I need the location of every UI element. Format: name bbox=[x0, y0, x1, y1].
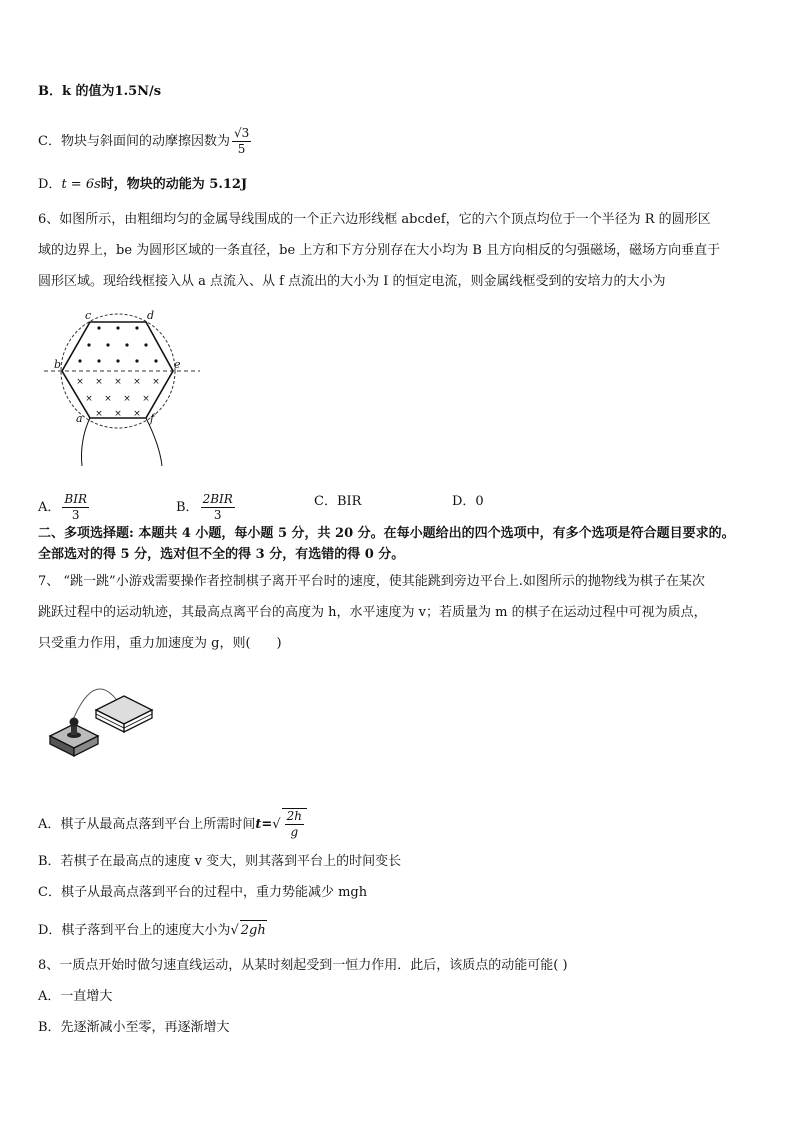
q6-label-f: f bbox=[150, 412, 155, 425]
q6-label-c: c bbox=[85, 309, 92, 322]
q6-option-b: B． $\frac{\text{2BIR}}{3}$ bbox=[176, 492, 233, 522]
q6-lead-wire-f bbox=[146, 418, 162, 466]
q8-option-b: B．先逐渐减小至零，再逐渐增大 bbox=[38, 1020, 230, 1035]
q8-stem: 8、一质点开始时做匀速直线运动，从某时刻起受到一恒力作用．此后，该质点的动能可能( ) bbox=[38, 958, 568, 973]
q5-option-b: B．k 的值为1.5N/s bbox=[38, 84, 162, 99]
q6-lead-wire-a bbox=[81, 418, 90, 466]
q6-label-d: d bbox=[147, 309, 155, 322]
q7-option-b: B．若棋子在最高点的速度 v 变大，则其落到平台上的时间变长 bbox=[38, 854, 402, 869]
q7-option-d: D．棋子落到平台上的速度大小为√ 2gh bbox=[38, 920, 267, 941]
q6-label-e: e bbox=[174, 358, 181, 371]
svg-text:×: × bbox=[104, 394, 112, 404]
q6-field-dots bbox=[78, 326, 157, 362]
svg-text:×: × bbox=[85, 394, 93, 404]
q6-option-c: C．BIR bbox=[314, 494, 362, 509]
svg-text:×: × bbox=[76, 377, 84, 387]
svg-text:×: × bbox=[114, 409, 122, 419]
svg-text:×: × bbox=[123, 394, 131, 404]
q7-stem: 7、 “跳一跳”小游戏需要操作者控制棋子离开平台时的速度，使其能跳到旁边平台上.如图所示的抛物线为棋子在某次 跳跃过程中的运动轨迹，其最高点离平台的高度为 h，水平速度为 v；若质量为 m 的棋子在运动过程中可视为质点， 只受重力作用，重力加速度为 g，则( ) bbox=[38, 574, 707, 651]
q5-option-c: C．物块与斜面间的动摩擦因数为 $\frac{√3}{5}$ bbox=[38, 126, 250, 156]
q7-option-a: A．棋子从最高点落到平台上所需时间t=√ $\frac{2h}{g}$ bbox=[38, 808, 307, 840]
svg-text:×: × bbox=[142, 394, 150, 404]
svg-text:×: × bbox=[133, 409, 141, 419]
svg-text:×: × bbox=[152, 377, 160, 387]
svg-text:×: × bbox=[95, 377, 103, 387]
svg-text:×: × bbox=[133, 377, 141, 387]
q6-hexagon-diagram bbox=[40, 308, 210, 468]
q6-field-crosses bbox=[76, 377, 160, 419]
q8-option-a: A．一直增大 bbox=[38, 989, 113, 1004]
section2-header: 二、多项选择题: 本题共 4 小题，每小题 5 分，共 20 分。在每小题给出的四个选项中，有多个选项是符合题目要求的。 全部选对的得 5 分，选对但不全的得 3 分，有选错的得 0 分。 bbox=[38, 526, 735, 562]
q7-option-c: C．棋子从最高点落到平台的过程中，重力势能减少 mgh bbox=[38, 885, 368, 900]
q6-option-a: A． $\frac{\text{BIR}}{3}$ bbox=[38, 492, 87, 522]
svg-text:×: × bbox=[114, 377, 122, 387]
svg-text:×: × bbox=[95, 409, 103, 419]
q6-label-b: b bbox=[54, 358, 62, 371]
q6-label-a: a bbox=[76, 412, 83, 425]
q6-stem: 6、如图所示，由粗细均匀的金属导线围成的一个正六边形线框 abcdef，它的六个顶点均位于一个半径为 R 的圆形区 域的边界上，be 为圆形区域的一条直径，be 上方和下方分别存在大小均为 B 且方向相反的匀强磁场，磁场方向垂直于 圆形区域。现给线框接入从 a 点流入、从 f 点流出的大小为 I 的恒定电流，则金属线框受到的安培力的大小为 bbox=[38, 212, 721, 289]
q5-option-c-fraction: $\frac{√3}{5}$ bbox=[233, 126, 250, 156]
q6-hexagon-frame bbox=[62, 322, 173, 418]
q5-option-d: D．t = 6s时，物块的动能为 5.12J bbox=[38, 177, 248, 192]
q6-option-d: D．0 bbox=[452, 494, 484, 509]
q7-jump-game-diagram bbox=[44, 670, 164, 765]
q7-target-platform bbox=[96, 696, 152, 732]
